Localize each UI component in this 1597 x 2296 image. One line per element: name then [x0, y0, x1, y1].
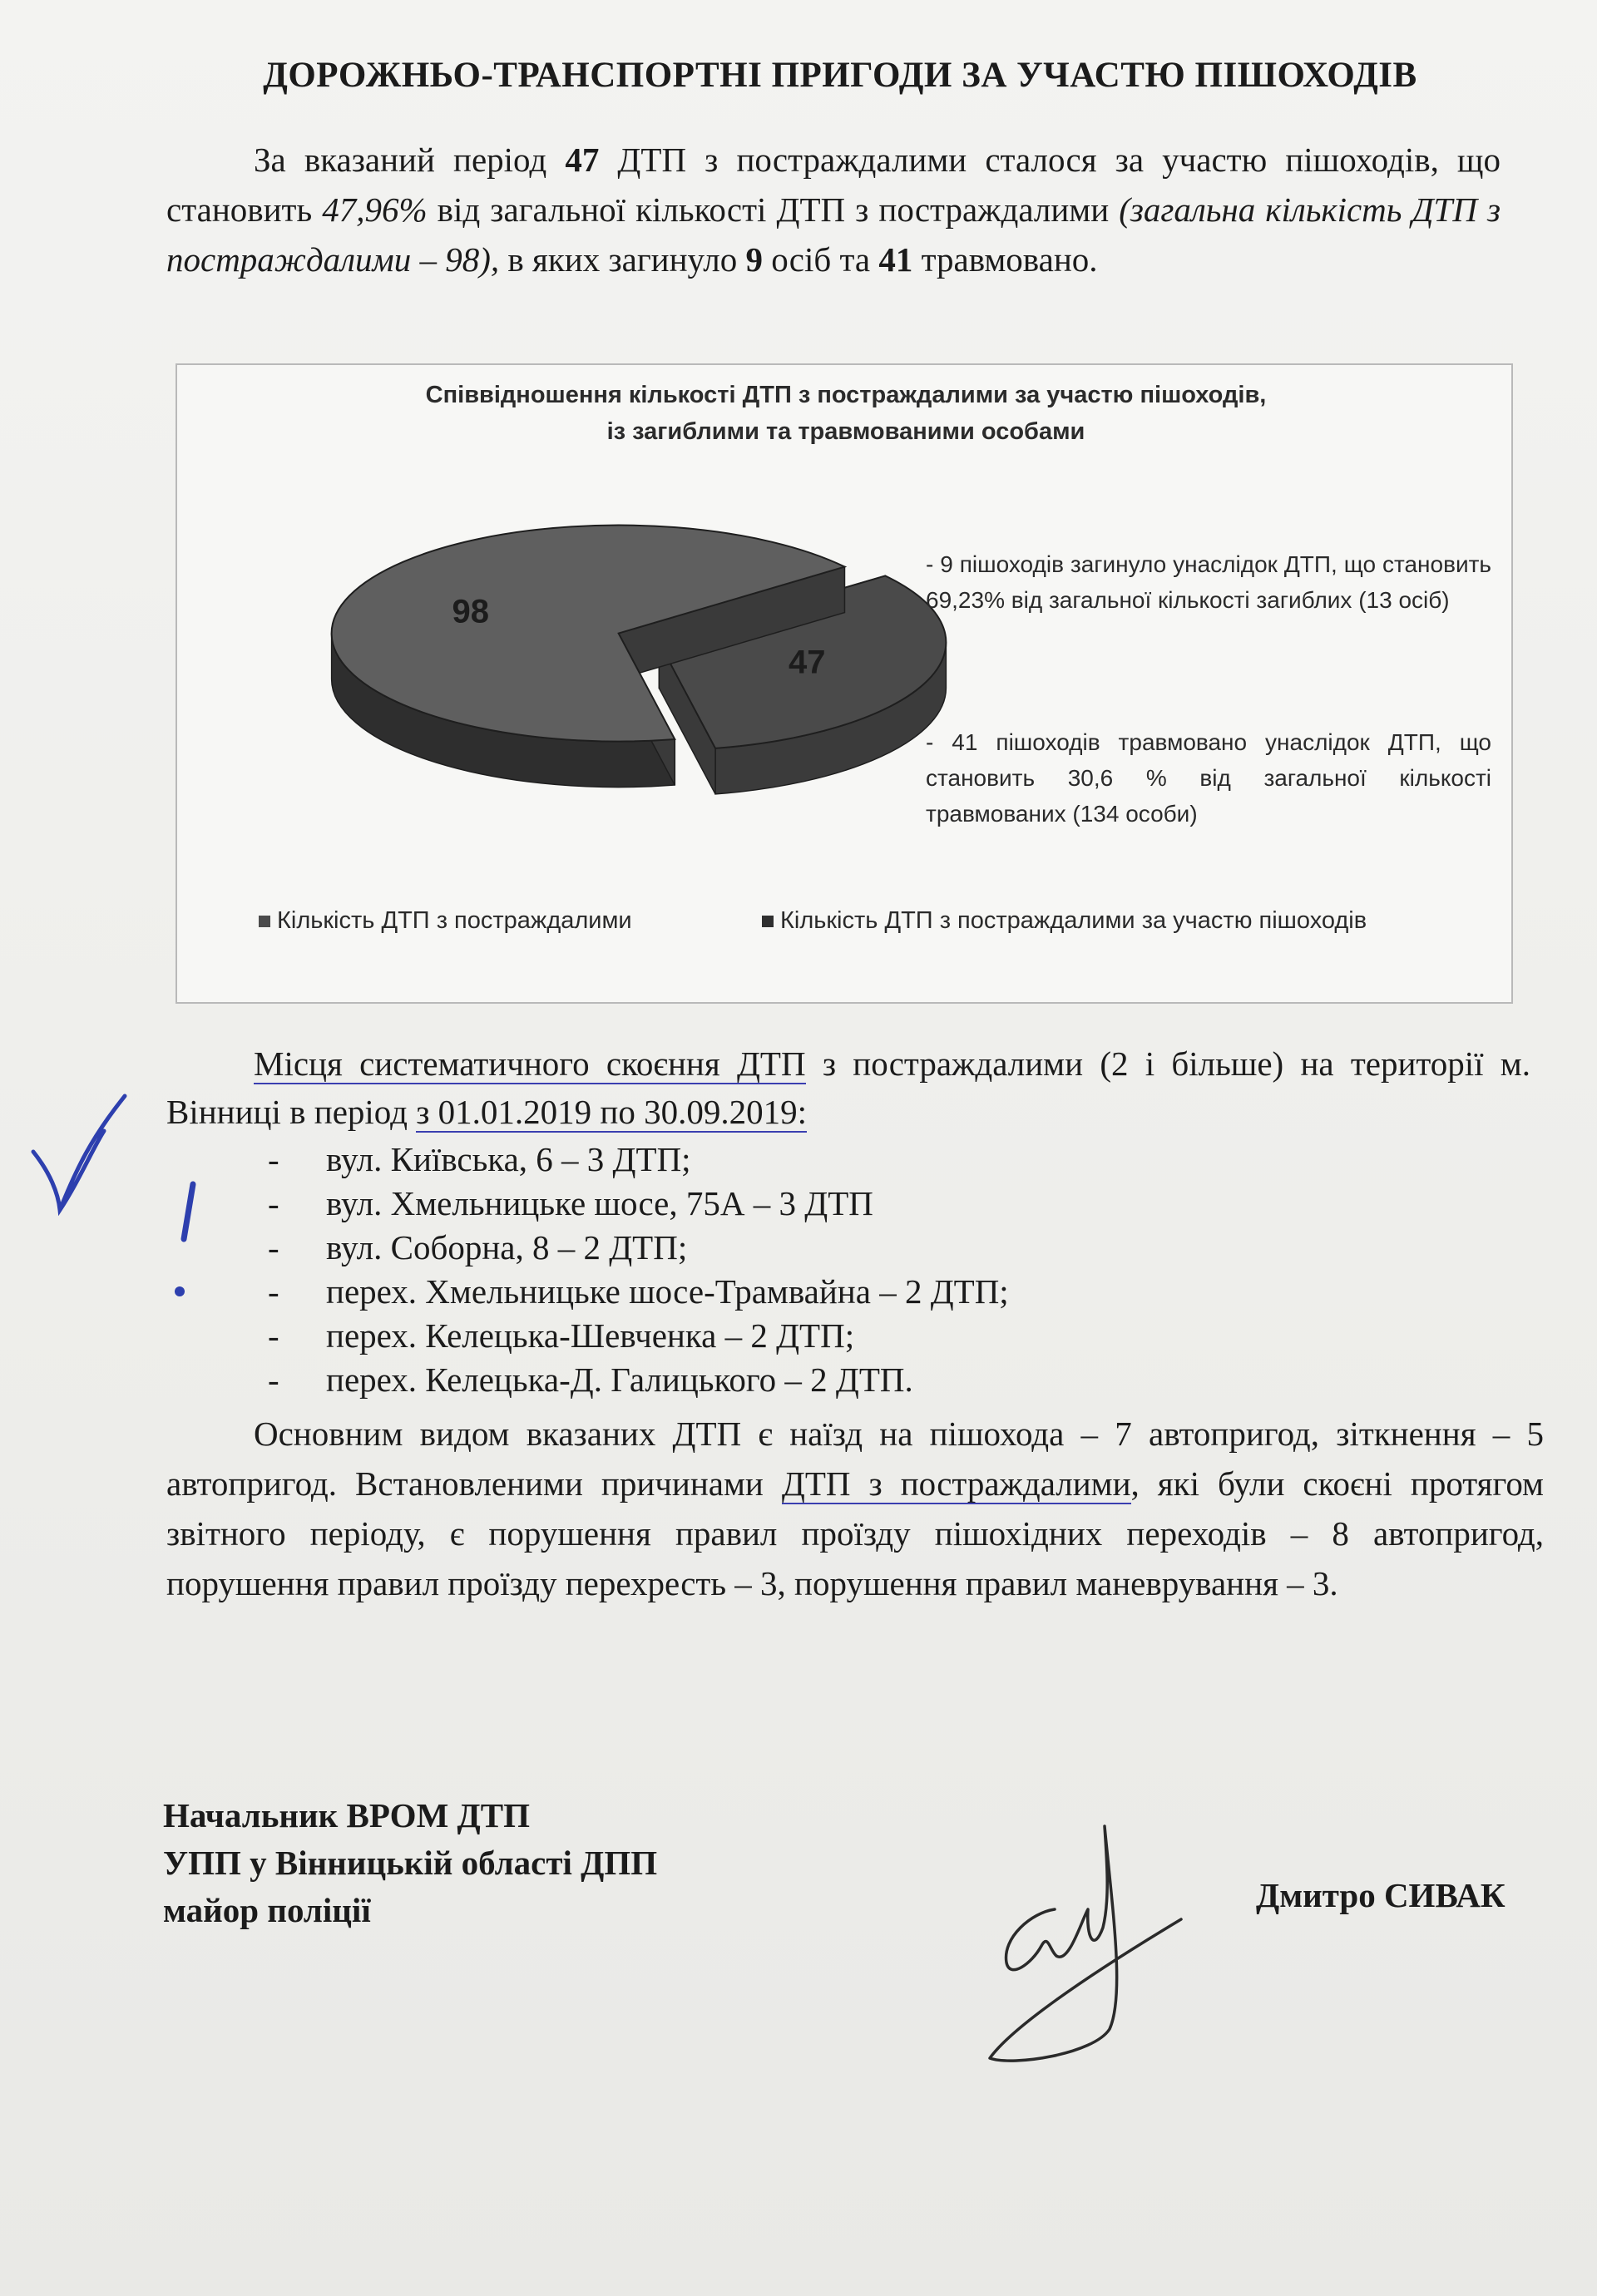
- total-note: (загальна кількість ДТП з постраждалими – 98),: [166, 190, 1501, 279]
- list-dash: -: [268, 1228, 279, 1267]
- places-lead: Місця систематичного скоєння ДТП: [254, 1044, 806, 1083]
- places-text: з постраждалими (2 і більше) на території м. Вінниці в період: [166, 1044, 1530, 1131]
- intro-paragraph: [166, 135, 1501, 284]
- legend-item-pedestrian: [762, 907, 1367, 935]
- intro-text: від загальної кількості ДТП з постраждалими: [427, 190, 1120, 229]
- location-text: вул. Київська, 6 – 3 ДТП;: [326, 1140, 691, 1178]
- list-item: [268, 1314, 1009, 1358]
- position-line: Начальник ВРОМ ДТП: [163, 1796, 530, 1834]
- places-period: з 01.01.2019 по 30.09.2019:: [416, 1093, 807, 1131]
- pie-label-total: 98: [452, 593, 489, 630]
- intro-text: За вказаний період: [254, 141, 566, 179]
- locations-list: [268, 1138, 1009, 1402]
- location-text: перех. Келецька-Д. Галицького – 2 ДТП.: [326, 1360, 913, 1399]
- list-dash: -: [268, 1272, 279, 1311]
- pedestrian-percent: 47,96%: [322, 190, 428, 229]
- location-text: вул. Соборна, 8 – 2 ДТП;: [326, 1228, 688, 1267]
- document-title: ДОРОЖНЬО-ТРАНСПОРТНІ ПРИГОДИ ЗА УЧАСТЮ ПІШОХОДІВ: [263, 56, 1417, 95]
- intro-text: ДТП з постраждалими сталося за участю пішоходів, що становить: [166, 141, 1501, 229]
- legend-label: Кількість ДТП з постраждалими: [277, 907, 632, 934]
- list-item: [268, 1358, 1009, 1402]
- signatory-name: Дмитро СИВАК: [1256, 1876, 1506, 1914]
- summary-text: , які були скоєні протягом звітного періоду, є порушення правил проїзду пішохідних переходів – 8 автопригод, порушення правил проїзду перехресть – 3, порушення правил маневрування – 3.: [166, 1464, 1544, 1602]
- pie-label-pedestrian: 47: [789, 644, 826, 681]
- list-item: [268, 1138, 1009, 1182]
- annotation-injured: - 41 пішоходів травмовано унаслідок ДТП, що становить 30,6 % від загальної кількості травмованих (134 особи): [926, 729, 1491, 827]
- legend-swatch: [259, 916, 270, 927]
- margin-exclamation-mark: [184, 1184, 193, 1239]
- position-line: УПП у Вінницькій області ДПП: [163, 1844, 658, 1882]
- margin-exclamation-dot: [175, 1286, 185, 1296]
- intro-text: травмовано.: [912, 240, 1098, 279]
- legend-swatch: [762, 916, 774, 927]
- intro-text: осіб та: [762, 240, 879, 279]
- list-item: [268, 1270, 1009, 1314]
- pie-chart: [176, 363, 1513, 1004]
- chart-title-line: із загиблими та травмованими особами: [606, 418, 1085, 445]
- list-dash: -: [268, 1316, 279, 1355]
- chart-title-line: Співвідношення кількості ДТП з постраждалими за участю пішоходів,: [425, 382, 1267, 408]
- location-text: вул. Хмельницьке шосе, 75А – 3 ДТП: [326, 1184, 873, 1222]
- handwritten-signature: [990, 1826, 1181, 2061]
- position-line: майор поліції: [163, 1891, 371, 1929]
- summary-paragraph: [166, 1409, 1544, 1608]
- list-dash: -: [268, 1184, 279, 1222]
- summary-text: Основним видом вказаних ДТП є наїзд на пішохода – 7 автопригод, зіткнення – 5 автопригод. Встановленими причинами: [166, 1415, 1544, 1503]
- list-item: [268, 1226, 1009, 1270]
- annotation-killed: - 9 пішоходів загинуло унаслідок ДТП, що становить 69,23% від загальної кількості загиблих (13 осіб): [926, 551, 1491, 613]
- summary-underlined: ДТП з постраждалими: [781, 1464, 1131, 1503]
- places-paragraph: [166, 1039, 1530, 1136]
- list-dash: -: [268, 1140, 279, 1178]
- location-text: перех. Хмельницьке шосе-Трамвайна – 2 ДТП;: [326, 1272, 1009, 1311]
- intro-text: в яких загинуло: [499, 240, 746, 279]
- legend-label: Кількість ДТП з постраждалими за участю пішоходів: [780, 907, 1367, 934]
- legend-item-total: [259, 907, 632, 935]
- list-dash: -: [268, 1360, 279, 1399]
- pedestrian-count: 47: [565, 141, 600, 179]
- list-item: [268, 1182, 1009, 1226]
- margin-check-mark: [33, 1096, 125, 1210]
- killed-count: 9: [745, 240, 763, 279]
- signatory-position: [163, 1792, 657, 1934]
- location-text: перех. Келецька-Шевченка – 2 ДТП;: [326, 1316, 855, 1355]
- injured-count: 41: [878, 240, 913, 279]
